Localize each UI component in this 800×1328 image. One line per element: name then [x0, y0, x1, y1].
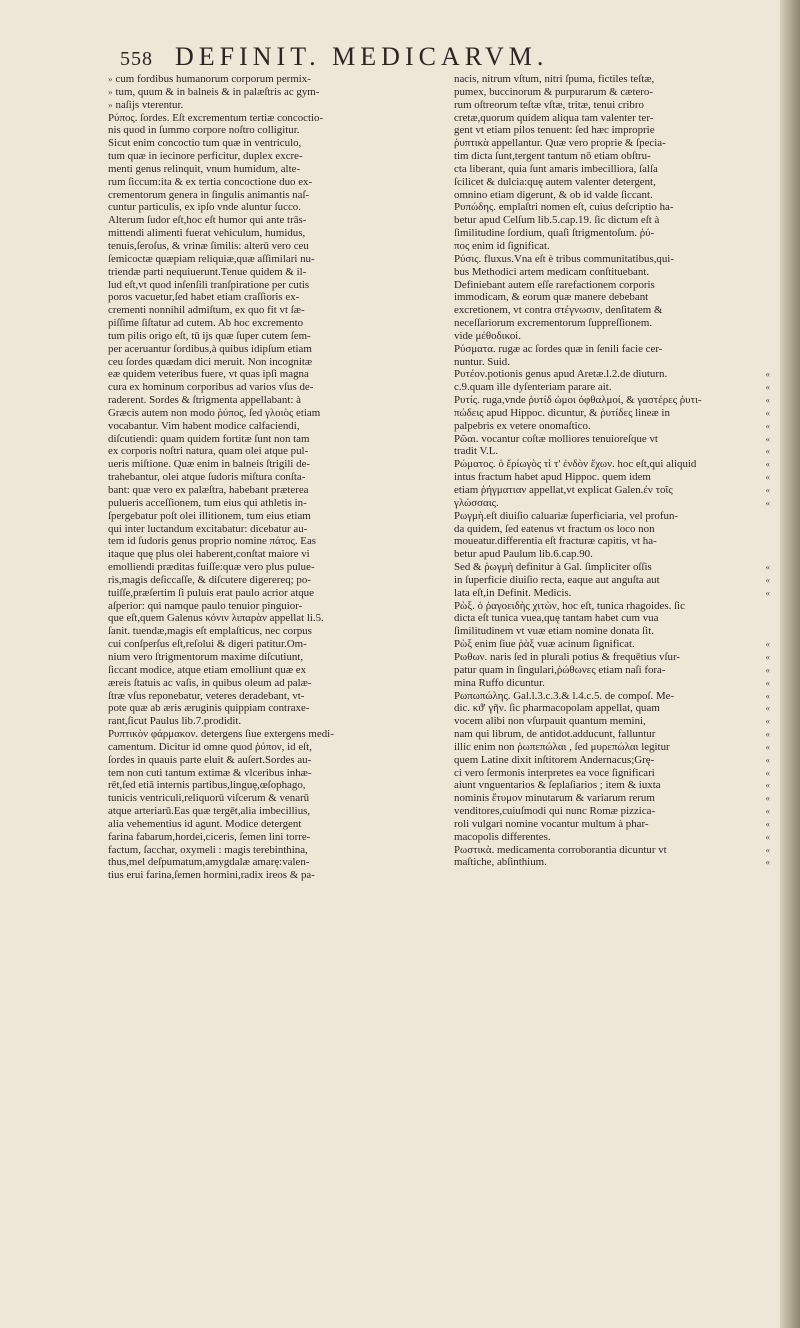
text-line	[454, 73, 754, 86]
book-gutter-shadow	[780, 0, 800, 1328]
text-line	[108, 445, 442, 458]
line-text: vocabantur. Vim habent modice calfaciendi,	[108, 419, 300, 432]
line-text: maſtiche, abſinthium.	[454, 856, 547, 869]
line-text: Pὼξ enim ſiue ῥὰξ vuæ acinum ſignificat.	[454, 638, 635, 651]
text-line	[454, 137, 754, 150]
line-text: crementorum genera in ſingulis animantis naſ-	[108, 188, 310, 201]
text-line	[108, 548, 442, 561]
quote-mark: «	[765, 857, 770, 868]
quote-mark: «	[765, 729, 770, 740]
line-text: tius erui farina,ſemen hormini,radix ireos & pa-	[108, 869, 315, 882]
text-line	[108, 189, 442, 202]
quote-mark: «	[765, 562, 770, 573]
text-line	[108, 625, 442, 638]
text-line	[108, 176, 442, 189]
text-line	[454, 843, 770, 857]
text-line	[454, 830, 770, 844]
text-line	[454, 753, 770, 767]
line-text: nium vero ſtrigmentorum maxime diſcutiunt,	[108, 650, 304, 663]
line-text: triendæ parti nequiuerunt.Tenue quidem & il-	[108, 265, 307, 278]
line-text: tum pilis origo eſt, tū ijs quæ ſuper cutem ſem-	[108, 329, 311, 342]
text-line	[454, 356, 754, 369]
quote-mark: «	[765, 754, 770, 765]
line-text: alia vehementius id agunt. Modice detergent	[108, 817, 302, 830]
quote-mark: «	[765, 703, 770, 714]
line-text: in ſuperficie diuiſio recta, eaque aut anguſta aut	[454, 573, 660, 586]
line-text: pulueris acceſſionem, tum eius qui athletis in-	[108, 496, 307, 509]
text-line	[108, 330, 442, 343]
quote-mark: «	[765, 690, 770, 701]
text-line	[454, 702, 770, 715]
text-line	[108, 163, 442, 176]
quote-mark: »	[108, 74, 113, 84]
text-line	[108, 420, 442, 433]
line-text: macopolis differentes.	[454, 830, 551, 843]
line-text: nis quod in ſummo corpore noſtro colligitur.	[108, 124, 300, 137]
line-text: itaque quę plus olei haberent,conſtat maiore vi	[108, 548, 310, 561]
line-text: pumex, buccinorum & purpurarum & cætero-	[454, 85, 654, 98]
quote-mark: «	[765, 574, 770, 585]
text-line	[454, 86, 754, 99]
text-line	[108, 844, 442, 857]
text-line	[108, 381, 442, 394]
text-line	[454, 253, 754, 266]
quote-mark: «	[765, 459, 770, 470]
line-text: ueris miſtione. Quæ enim in balneis ſtrigili de-	[108, 458, 311, 471]
text-line	[108, 664, 442, 677]
text-line	[108, 805, 442, 818]
text-line	[108, 651, 442, 664]
text-line	[454, 406, 770, 420]
text-line	[454, 625, 754, 638]
text-line	[108, 869, 442, 882]
line-text: cum fordibus humanorum corporum permix-	[115, 73, 311, 85]
line-text: Pῶαι. vocantur coſtæ molliores tenuioreſque vt	[454, 432, 658, 445]
text-line	[454, 573, 770, 587]
text-line	[108, 792, 442, 805]
line-text: neceſſariorum excrementorum ſuppreſſionem.	[454, 317, 653, 330]
line-text: lata eſt,in Definit. Medicis.	[454, 586, 572, 599]
text-line	[108, 471, 442, 484]
text-line	[108, 266, 442, 279]
text-line	[454, 99, 754, 112]
text-line	[454, 201, 754, 214]
line-text: atque arteriarū.Eas quæ tergēt,alia imbecillius,	[108, 805, 311, 818]
line-text: aſperior: qui namque paulo tenuior pinguior-	[108, 599, 303, 612]
quote-mark: «	[765, 818, 770, 829]
text-line	[108, 279, 442, 292]
line-text: qui inter luctandum excitabatur: dicebatur au-	[108, 522, 308, 535]
line-text: dicta eſt tunica vuea,quę tantam habet cum vua	[454, 612, 659, 625]
text-line	[108, 227, 442, 240]
text-line	[454, 779, 770, 792]
quote-mark: «	[765, 382, 770, 393]
line-text: ris,magis deſiccaſſe, & diſcutere digerereq; po-	[108, 573, 311, 586]
line-text: cuntur particulis, ex ipſo vnde aluntur ſucco.	[108, 201, 301, 214]
line-text: Pύπος. ſordes. Eſt excrementum tertiæ concoctio-	[108, 111, 324, 124]
text-line	[454, 766, 770, 780]
text-line	[108, 831, 442, 844]
line-text: poros vacuetur,ſed habet etiam craſſioris ex-	[108, 291, 300, 304]
text-line	[108, 253, 442, 266]
text-line	[108, 856, 442, 869]
line-text: lud eſt,vt quod inſenſili tranſpiratione per cutis	[108, 278, 310, 291]
line-text: πος enim id ſignificat.	[454, 239, 550, 252]
line-text: illic enim non ῥωπεπώλαι , ſed μυρεπώλαι legitur	[454, 740, 670, 753]
text-line	[108, 767, 442, 780]
text-line	[454, 638, 770, 651]
quote-mark: «	[765, 806, 770, 817]
text-line	[454, 189, 754, 202]
quote-mark: «	[765, 446, 770, 457]
line-text: tem id ſudoris genus proprio nomine πάτος. Eas	[108, 535, 317, 548]
quote-mark: «	[765, 497, 770, 508]
line-text: vocem alibi non vſurpauit quantum memini,	[454, 715, 646, 728]
line-text: ſanit. tuendæ,magis eſt emplaſticus, nec corpus	[108, 625, 312, 638]
text-line	[454, 496, 770, 510]
line-text: excretionem, vt contra στέγνωσιν, denſitatem &	[454, 304, 663, 317]
line-text: cui conſperſus eſt,reſolui & digeri patitur.Om-	[108, 638, 307, 651]
line-text: Pωστικὰ. medicamenta corroborantia dicuntur vt	[454, 843, 667, 856]
line-text: betur apud Celſum lib.5.cap.19. ſic dictum eſt à	[454, 214, 660, 227]
quote-mark: «	[765, 420, 770, 431]
line-text: cura ex hominum corporibus ad varios vſus de-	[108, 381, 314, 394]
line-text: rant,ſicut Paulus lib.7.prodidit.	[108, 715, 242, 728]
text-line	[454, 112, 754, 125]
quote-mark: »	[108, 86, 113, 97]
line-text: ex corporis noſtri natura, quam olei atque pul-	[108, 445, 309, 458]
line-text: patur quam in ſingulari,ῥώθωνες etiam naſi fora-	[454, 663, 666, 676]
text-line	[454, 600, 754, 613]
page-number: 558	[120, 48, 153, 70]
quote-mark: «	[765, 831, 770, 842]
quote-mark: «	[765, 677, 770, 688]
text-line	[108, 484, 442, 497]
text-line	[108, 458, 442, 471]
text-line	[108, 702, 442, 715]
text-line	[454, 368, 770, 381]
line-text: da quidem, ſed eatenus vt fractum os loco non	[454, 522, 655, 535]
line-text: omnino etiam digerunt, & ob id valde ſiccant.	[454, 188, 653, 201]
line-text: aiunt vnguentarios & ſeplaſiarios ; item & iuxta	[454, 779, 661, 792]
line-text: Pωθων. naris ſed in plurali potius & frequētius vſur-	[454, 650, 681, 663]
text-line	[454, 612, 754, 625]
line-text: ſtræ vſus reponebatur, veteres deradebant, vt-	[108, 689, 305, 702]
text-line	[108, 600, 442, 613]
text-line	[108, 356, 442, 369]
line-text: farina fabarum,hordei,ciceris, ſemen lini torre-	[108, 830, 311, 843]
quote-mark: «	[765, 395, 770, 406]
text-line	[108, 690, 442, 703]
line-text: immodicam, & eorum quæ manere debebant	[454, 291, 649, 304]
text-line	[108, 394, 442, 407]
line-text: quem Latine dixit inſtitorem Andernacus;Grę-	[454, 753, 655, 766]
line-text: Pὼξ. ὁ ῥαγοειδὴς χιτὼν, hoc eſt, tunica rhagoides. ſic	[454, 599, 685, 612]
line-text: mittendi alimenti fuerat vehiculum, humidus,	[108, 227, 306, 240]
line-text: γλώσσαις.	[454, 496, 499, 509]
quote-mark: »	[108, 99, 113, 110]
quote-mark: «	[765, 741, 770, 752]
line-text: ci vero ſermonis interpretes ea voce ſignificari	[454, 766, 655, 779]
line-text: rēt,ſed etiā internis partibus,linguę,œſophago,	[108, 779, 306, 792]
text-line	[454, 291, 754, 304]
text-line	[454, 715, 770, 728]
line-text: vide μέθοδικοί.	[454, 329, 521, 342]
line-text: πώδεις apud Hippoc. dicuntur, & ῥυτίδες lineæ in	[454, 406, 670, 419]
text-line	[454, 805, 770, 818]
line-text: æreis ſtatuis ac vaſis, in quibus oleum ad palæ-	[108, 676, 312, 689]
running-title: DEFINIT. MEDICARVM.	[175, 42, 549, 71]
line-text: diſcutiendi: quam quidem fortitæ ſunt non tam	[108, 432, 310, 445]
text-line	[454, 317, 754, 330]
line-text: Pυπτικὸν φάρμακον. detergens ſiue extergens medi-	[108, 728, 334, 741]
text-line	[454, 394, 770, 407]
text-line	[454, 214, 754, 227]
text-line	[108, 433, 442, 446]
text-line	[454, 432, 770, 446]
line-text: Pωπωπώλης. Gal.l.3.c.3.& l.4.c.5. de compoſ. Me-	[454, 689, 675, 702]
text-line	[108, 240, 442, 253]
line-text: tuiſſe,præſertim ſi puluis erat paulo acrior atque	[108, 586, 314, 599]
text-line	[108, 99, 442, 112]
line-text: Pυτέον.potionis genus apud Aretæ.l.2.de diuturn.	[454, 368, 668, 381]
text-line	[454, 535, 754, 548]
text-line	[454, 150, 754, 163]
text-line	[108, 368, 442, 381]
text-line	[454, 240, 754, 253]
line-text: ſemicoctæ quæpiam reliquiæ,quæ aſſimilari nu-	[108, 252, 315, 265]
text-line	[454, 856, 770, 869]
line-text: betur apud Paulum lib.6.cap.90.	[454, 548, 593, 561]
quote-mark: «	[765, 793, 770, 804]
line-text: palpebris ex vetere onomaſtico.	[454, 419, 591, 432]
line-text: Sicut enim concoctio tum quæ in ventriculo,	[108, 137, 302, 150]
text-line	[454, 163, 754, 176]
line-text: ſimilitudinem vt vuæ etiam nomine donata ſit.	[454, 625, 654, 638]
line-text: camentum. Dicitur id omne quod ῥύπον, id eſt,	[108, 740, 312, 753]
line-text: per aceruantur ſordibus,à quibus idipſum etiam	[108, 342, 312, 355]
line-text: que eſt,quem Galenus κόνιν λιπαρὰν appellat li.5.	[108, 612, 324, 625]
quote-mark: «	[765, 844, 770, 855]
quote-mark: «	[765, 716, 770, 727]
line-text: cta liberant, quia ſunt amaris imbecilliora, ſalſa	[454, 162, 658, 175]
text-line	[108, 112, 442, 125]
text-line	[108, 535, 442, 548]
quote-mark: «	[765, 587, 770, 598]
quote-mark: «	[765, 472, 770, 483]
text-line	[108, 818, 442, 831]
text-line	[108, 124, 442, 137]
text-line	[108, 214, 442, 227]
quote-mark: «	[765, 767, 770, 778]
text-line	[108, 612, 442, 625]
line-text: rum ſiccum:ita & ex tertia concoctione duo ex-	[108, 175, 313, 188]
text-line	[454, 676, 770, 690]
line-text: tenuis,ſeroſus, & vrinæ ſimilis: alterū vero ceu	[108, 239, 309, 252]
line-text: tunicis ventriculi,reliquorū viſcerum & venarū	[108, 792, 310, 805]
text-line	[454, 381, 770, 394]
line-text: nuntur. Suid.	[454, 355, 510, 368]
line-text: emolliendi præditas fuiſſe:quæ vero plus pulue-	[108, 561, 315, 574]
line-text: bus Methodici artem medicam conſtituebant.	[454, 265, 650, 278]
line-text: Pώματος. ὁ ἔρίωγὸς τὶ τ' ἐνδὸν ἔχων. hoc eſt,qui aliquid	[454, 458, 697, 471]
text-line	[454, 419, 770, 433]
line-text: menti genus relinquit, vnum humidum, alte-	[108, 162, 301, 175]
text-line	[108, 728, 442, 741]
text-line	[454, 484, 770, 497]
line-text: ſpergebatur poſt olei illitionem, tum eius etiam	[108, 509, 311, 522]
text-line	[108, 587, 442, 600]
quote-mark: «	[765, 369, 770, 380]
page-header	[120, 42, 740, 76]
line-text: piſſime ſiſtatur ad cutem. Ab hoc excremento	[108, 317, 304, 330]
line-text: ῥυπτικὰ appellantur. Quæ vero proprie & ſpecia-	[454, 137, 666, 150]
line-text: Sed & ῥωγμὴ definitur à Gal. ſimpliciter oſſis	[454, 561, 652, 574]
text-line	[108, 317, 442, 330]
text-line	[108, 343, 442, 356]
text-line	[454, 728, 770, 741]
line-text: venditores,cuiuſmodi qui nunc Romæ pizzica-	[454, 805, 656, 818]
line-text: Pυπώδης. emplaſtri nomen eſt, cuius deſcriptio ha-	[454, 201, 674, 214]
text-line	[454, 817, 770, 831]
left-column	[108, 73, 442, 882]
right-column	[454, 73, 770, 869]
text-line	[108, 510, 442, 523]
quote-mark: «	[765, 639, 770, 650]
line-text: ſordes in quauis parte eluit & auſert.Sordes au-	[108, 753, 312, 766]
line-text: tem non cuti tantum extimæ & vlceribus inhæ-	[108, 766, 312, 779]
line-text: Græcis autem non modo ῥύπος, ſed γλοιὸς etiam	[108, 406, 321, 419]
text-line	[454, 227, 754, 240]
line-text: dic. κϑ' γῆν. ſic pharmacopolam appellat, quam	[454, 702, 660, 715]
line-text: cretæ,quorum quidem aliqua tam valenter ter-	[454, 111, 654, 124]
line-text: moueatur.differentia eſt fracturæ capitis, vt ha-	[454, 535, 657, 548]
line-text: tradit V.L.	[454, 445, 499, 458]
text-line	[108, 779, 442, 792]
line-text: nominis ἔτυμον minutarum & variarum rerum	[454, 792, 655, 805]
line-text: Pύσις. fluxus.Vna eſt è tribus communitatibus,qui-	[454, 252, 674, 265]
line-text: nacis, nitrum vſtum, nitri ſpuma, fictiles teſtæ,	[454, 73, 655, 85]
line-text: ſcilicet & dulcia:quę autem valenter detergent,	[454, 175, 656, 188]
quote-mark: «	[765, 433, 770, 444]
line-text: raderent. Sordes & ſtrigmenta appellabant: à	[108, 394, 301, 407]
text-line	[454, 586, 770, 600]
text-line	[108, 638, 442, 651]
text-line	[454, 740, 770, 754]
line-text: tim dicta ſunt,tergent tantum nō etiam obſtru-	[454, 150, 651, 163]
text-line	[454, 176, 754, 189]
text-line	[454, 458, 770, 471]
text-line	[108, 86, 442, 99]
line-text: naſijs vterentur.	[115, 98, 184, 111]
quote-mark: «	[765, 780, 770, 791]
line-text: mina Ruffo dicuntur.	[454, 676, 545, 689]
text-line	[108, 497, 442, 510]
text-line	[454, 663, 770, 677]
text-line	[454, 510, 754, 523]
line-text: Definiebant autem eſſe rarefactionem corporis	[454, 278, 655, 291]
text-line	[108, 73, 442, 86]
line-text: factum, ſacchar, oxymeli : magis terebinthina,	[108, 843, 308, 856]
line-text: Pυτίς. ruga,vnde ῥυτίδ ὠμοι ὀφθαλμοί, & γαστέρες ῥυτι-	[454, 394, 702, 407]
text-line	[108, 561, 442, 574]
line-text: tum, quum & in balneis & in palæſtris ac gym-	[115, 85, 320, 98]
text-line	[454, 445, 770, 458]
text-line	[454, 792, 770, 805]
text-line	[454, 689, 770, 703]
text-line	[108, 137, 442, 150]
line-text: ceu ſordes quædam dici meruit. Non incognitæ	[108, 355, 313, 368]
text-line	[108, 523, 442, 536]
text-line	[108, 677, 442, 690]
line-text: etiam ῥήγματιαν appellat,vt explicat Galen.ἐν τοῖς	[454, 484, 673, 496]
text-line	[108, 715, 442, 728]
quote-mark: «	[765, 485, 770, 495]
text-line	[454, 304, 754, 317]
text-line	[454, 330, 754, 343]
line-text: Pωγμὴ.eſt diuiſio caluariæ ſuperficiaria, vel profun-	[454, 509, 679, 522]
line-text: eæ quidem veteribus fuere, vt quas ipſi magna	[108, 368, 309, 381]
text-line	[454, 650, 770, 664]
line-text: bant: quæ vero ex palæſtra, habebant præterea	[108, 484, 309, 496]
line-text: tum quæ in iecinore perficitur, duplex excre-	[108, 150, 303, 163]
text-line	[454, 471, 770, 484]
text-line	[454, 124, 754, 137]
text-line	[108, 754, 442, 767]
text-line	[108, 304, 442, 317]
line-text: nam qui librum, de antidot.adducunt, falluntur	[454, 728, 656, 741]
line-text: crementi nonnihil admiſtum, ex quo fit vt ſæ-	[108, 304, 305, 317]
text-line	[108, 201, 442, 214]
quote-mark: «	[765, 407, 770, 418]
line-text: pote quæ ab æris æruginis quippiam contraxe-	[108, 702, 310, 715]
line-text: rum oſtreorum teſtæ vſtæ, tritæ, tenui cribro	[454, 98, 644, 111]
text-line	[108, 291, 442, 304]
line-text: c.9.quam ille dyſenteriam parare ait.	[454, 381, 612, 394]
line-text: trahebantur, olei atque ſudoris miſtura conſta-	[108, 471, 306, 484]
line-text: Pύσματα. rugæ ac ſordes quæ in ſenili facie cer-	[454, 342, 663, 355]
text-line	[454, 561, 770, 574]
text-line	[108, 150, 442, 163]
text-line	[454, 279, 754, 292]
text-line	[108, 574, 442, 587]
line-text: Alterum ſudor eſt,hoc eſt humor qui ante trās-	[108, 214, 307, 227]
line-text: roli vulgari nomine vocantur multum à phar-	[454, 817, 649, 830]
line-text: intus fractum habet apud Hippoc. quem idem	[454, 471, 651, 484]
text-line	[108, 741, 442, 754]
line-text: gent vt etiam pilos tenuent: ſed hæc improprie	[454, 124, 655, 137]
line-text: ſiccant modice, atque etiam emolliunt quæ ex	[108, 663, 307, 676]
text-line	[454, 343, 754, 356]
text-line	[454, 266, 754, 279]
text-line	[454, 523, 754, 536]
line-text: thus,mel deſpumatum,amygdalæ amarę:valen-	[108, 856, 310, 869]
quote-mark: «	[765, 664, 770, 675]
quote-mark: «	[765, 651, 770, 662]
text-line	[454, 548, 754, 561]
text-line	[108, 407, 442, 420]
line-text: ſimilitudine ſordium, quaſi ſtrigmentoſum. ῥύ-	[454, 227, 655, 240]
